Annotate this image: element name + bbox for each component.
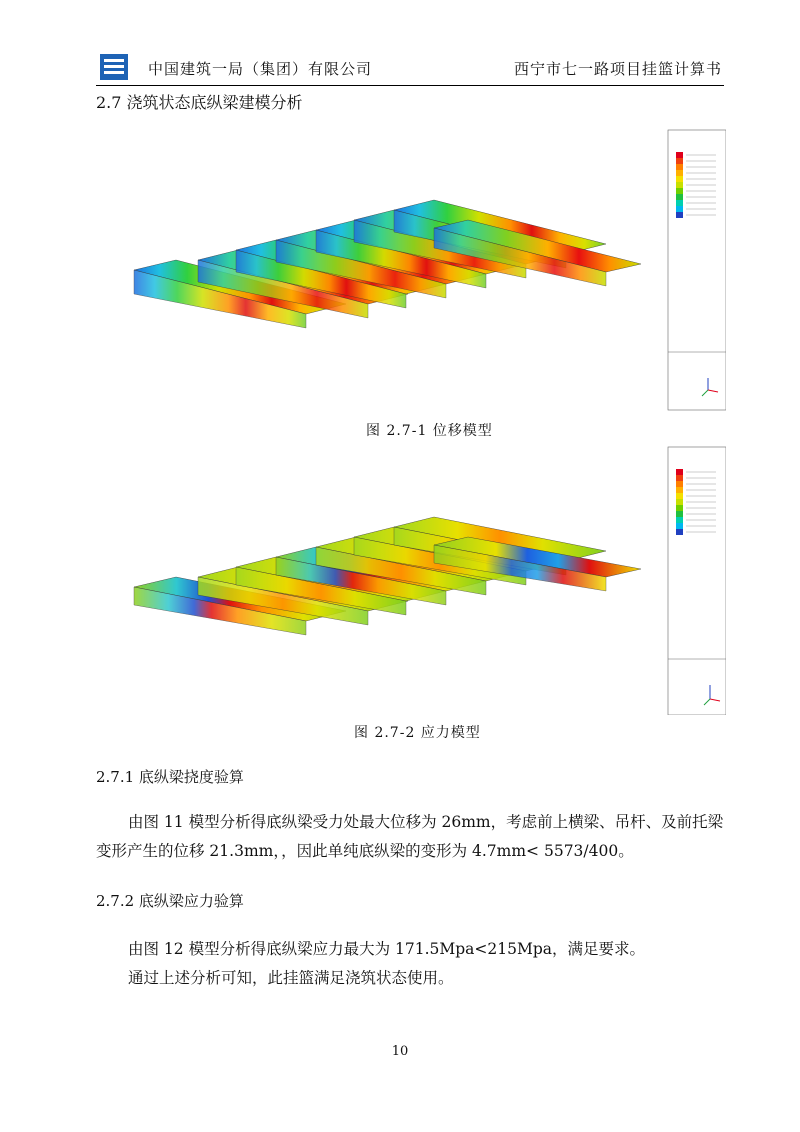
document-title: 西宁市七一路项目挂篮计算书	[513, 60, 722, 78]
page-number: 10	[391, 1044, 409, 1059]
paragraph: 由图 11 模型分析得底纵梁受力处最大位移为 26mm，考虑前上横梁、吊杆、及前托梁变形产生的位移 21.3mm，，因此单纯底纵梁的变形为 4.7mm< 5573/400。	[96, 813, 724, 860]
figure-caption: 图 2.7-2 应力模型	[354, 725, 481, 741]
stress-contour-image	[96, 445, 726, 715]
paragraph: 由图 12 模型分析得底纵梁应力最大为 171.5Mpa<215Mpa，满足要求。	[128, 940, 646, 958]
subsection-title: 2.7.2 底纵梁应力验算	[96, 892, 244, 910]
paragraph: 通过上述分析可知，此挂篮满足浇筑状态使用。	[128, 969, 454, 987]
figure-caption: 图 2.7-1 位移模型	[366, 423, 493, 439]
beam-group	[134, 517, 641, 635]
beam-group	[134, 200, 641, 328]
figure-displacement-model	[96, 128, 726, 439]
displacement-contour-image	[96, 128, 726, 413]
page-header	[96, 52, 724, 84]
company-name: 中国建筑一局（集团）有限公司	[148, 60, 373, 78]
legend-panel	[668, 447, 726, 715]
header-divider	[96, 85, 724, 86]
legend-panel	[668, 130, 726, 410]
cscec-logo-icon	[100, 54, 128, 80]
subsection-title: 2.7.1 底纵梁挠度验算	[96, 768, 244, 786]
figure-stress-model	[96, 445, 726, 741]
section-title: 2.7 浇筑状态底纵梁建模分析	[96, 93, 303, 112]
